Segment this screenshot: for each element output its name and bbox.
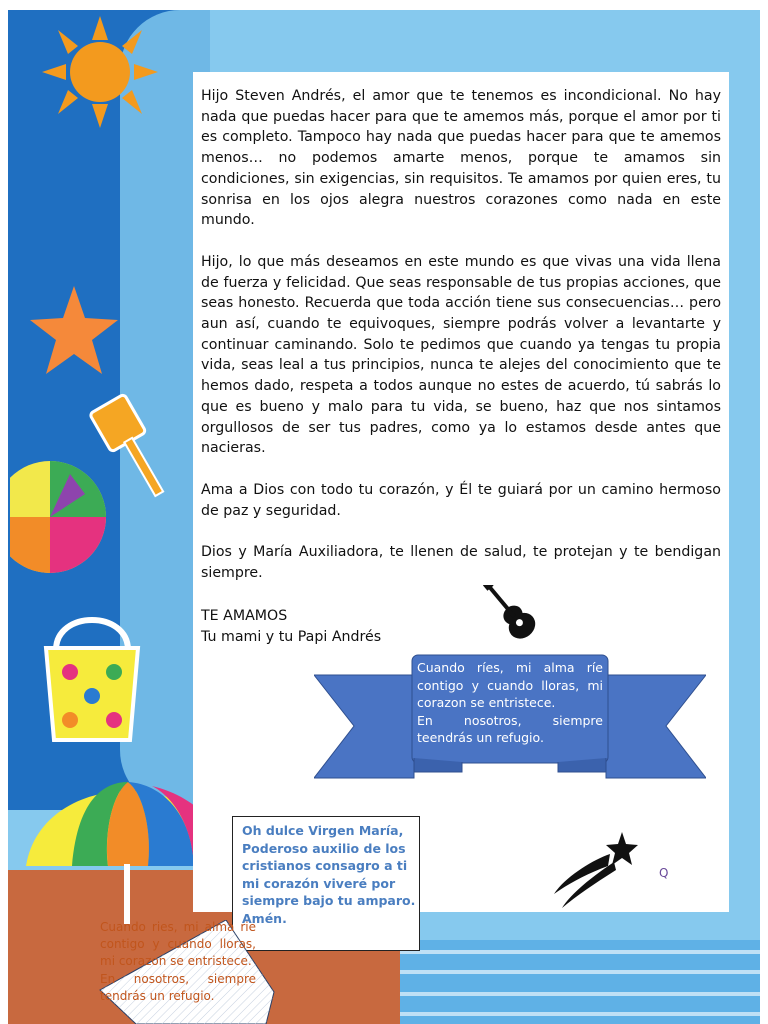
starfish-icon	[26, 282, 122, 378]
q-mark: Q	[659, 866, 669, 880]
note-line: En nosotros, siempre tendrás un refugio.	[100, 971, 256, 1003]
note-text	[100, 919, 256, 1005]
ribbon-line: En nosotros, siempre teendrás un refugio.	[417, 712, 603, 745]
ribbon-line: Cuando ríes, mi alma ríe contigo y cuando lloras, mi corazon se entristece.	[417, 660, 603, 710]
letter-paragraph: Ama a Dios con todo tu corazón, y Él te guiará por un camino hermoso de paz y seguridad.	[201, 481, 721, 519]
signature-block	[201, 606, 381, 647]
shooting-star-icon	[552, 830, 640, 910]
sea-area	[400, 940, 760, 1024]
bucket-icon	[40, 600, 144, 748]
signature-line: Tu mami y tu Papi Andrés	[201, 628, 382, 645]
prayer-text: Oh dulce Virgen María, Poderoso auxilio de los cristianos consagro a ti mi corazón viveré por siempre bajo tu amparo. Amén.	[242, 823, 416, 926]
closing-line: TE AMAMOS	[201, 608, 288, 624]
letter-paragraph: Hijo, lo que más deseamos en este mundo es que vivas una vida llena de fuerza y felicidad. Que seas responsable de tus propias acciones, que seas honesto. Recuerda que toda acción tiene sus consecuencias… pero aun así, cuando te equivoques, siempre podrás volver a levantarte y continuar caminando. Solo te pedimos que cuando ya tengas tu propia vida, seas leal a tus principios, nunca te alejes del conocimiento que te hemos dado, respeta a todos aunque no estes de acuerdo, tú sabrás lo que es bueno y malo para tu vida, se bueno, haz que nos sintamos orgullosos de ser tus padres, como ya lo estamos desde antes que nacieras.	[201, 253, 721, 457]
letter-paragraph: Dios y María Auxiliadora, te llenen de salud, te protejan y te bendigan siempre.	[201, 544, 721, 582]
letter-paragraph: Hijo Steven Andrés, el amor que te tenemos es incondicional. No hay nada que puedas hacer para que te amemos más, porque el amor por ti es completo. Tampoco hay nada que puedas hacer para que te amemos menos… no podemos amarte menos, porque te amamos sin condiciones, sin exigencias, sin requisitos. Te amamos por quien eres, tu sonrisa en los ojos alegra nuestros corazones como nada en este mundo.	[201, 88, 721, 229]
note-line: Cuando ries, mi alma rie contigo y cuando lloras, mi corazon se entristece.	[100, 920, 256, 969]
ribbon-text	[417, 659, 603, 747]
guitar-icon	[480, 585, 546, 645]
beach-ball-icon	[10, 454, 110, 580]
sun-icon	[22, 12, 178, 132]
letter-body	[201, 86, 721, 605]
